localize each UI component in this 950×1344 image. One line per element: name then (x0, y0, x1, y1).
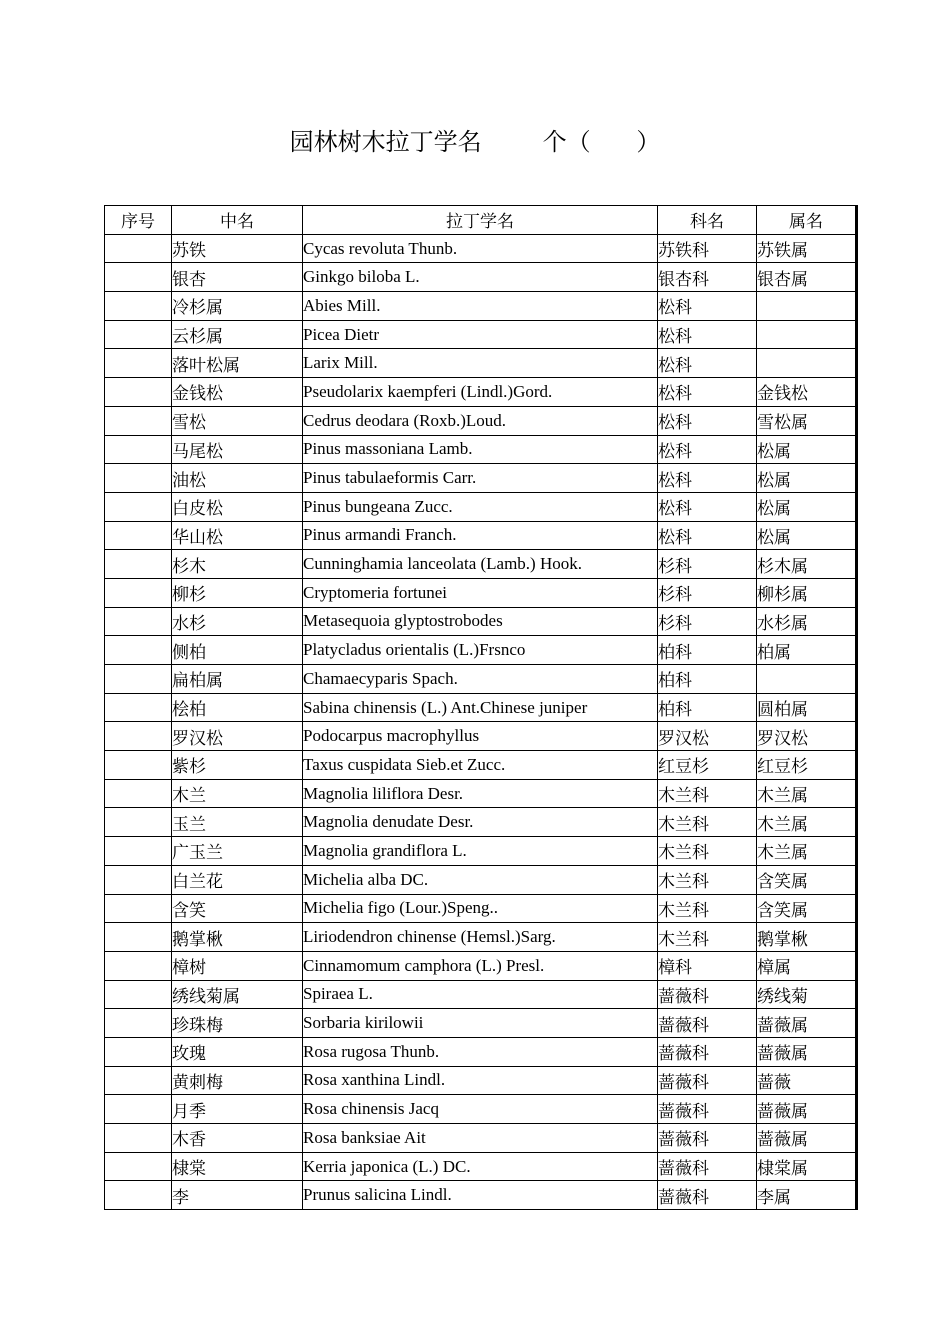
cell-genus: 红豆杉 (757, 751, 857, 780)
cell-genus: 水杉属 (757, 607, 857, 636)
cell-family: 银杏科 (658, 263, 757, 292)
cell-chinese-name: 华山松 (172, 521, 303, 550)
cell-number (105, 263, 172, 292)
cell-chinese-name: 绣线菊属 (172, 980, 303, 1009)
cell-genus: 柳杉属 (757, 578, 857, 607)
cell-family: 蔷薇科 (658, 1124, 757, 1153)
table-row (105, 1066, 857, 1095)
cell-number (105, 923, 172, 952)
table-row (105, 1095, 857, 1124)
cell-number (105, 808, 172, 837)
cell-genus: 蔷薇属 (757, 1009, 857, 1038)
cell-chinese-name: 云杉属 (172, 320, 303, 349)
cell-latin-name: Spiraea L. (303, 980, 658, 1009)
cell-family: 松科 (658, 435, 757, 464)
table-row (105, 923, 857, 952)
cell-latin-name: Chamaecyparis Spach. (303, 665, 658, 694)
cell-chinese-name: 广玉兰 (172, 837, 303, 866)
cell-family: 松科 (658, 521, 757, 550)
cell-number (105, 980, 172, 1009)
cell-genus: 柏属 (757, 636, 857, 665)
cell-number (105, 406, 172, 435)
cell-chinese-name: 金钱松 (172, 378, 303, 407)
cell-genus (757, 349, 857, 378)
table-row (105, 378, 857, 407)
cell-family: 蔷薇科 (658, 980, 757, 1009)
cell-genus: 松属 (757, 435, 857, 464)
cell-chinese-name: 马尾松 (172, 435, 303, 464)
cell-family: 柏科 (658, 636, 757, 665)
cell-chinese-name: 含笑 (172, 894, 303, 923)
cell-number (105, 378, 172, 407)
cell-chinese-name: 雪松 (172, 406, 303, 435)
table-row (105, 492, 857, 521)
cell-chinese-name: 落叶松属 (172, 349, 303, 378)
table-row (105, 779, 857, 808)
cell-number (105, 693, 172, 722)
cell-latin-name: Michelia alba DC. (303, 865, 658, 894)
cell-family: 蔷薇科 (658, 1181, 757, 1210)
cell-genus: 含笑属 (757, 894, 857, 923)
cell-chinese-name: 扁柏属 (172, 665, 303, 694)
header-chinese-name: 中名 (172, 206, 303, 235)
cell-family: 木兰科 (658, 808, 757, 837)
cell-family: 木兰科 (658, 837, 757, 866)
cell-chinese-name: 桧柏 (172, 693, 303, 722)
cell-number (105, 665, 172, 694)
cell-family: 苏铁科 (658, 234, 757, 263)
cell-chinese-name: 鹅掌楸 (172, 923, 303, 952)
cell-number (105, 349, 172, 378)
cell-latin-name: Sorbaria kirilowii (303, 1009, 658, 1038)
cell-number (105, 722, 172, 751)
cell-number (105, 636, 172, 665)
table-row (105, 607, 857, 636)
cell-genus: 绣线菊 (757, 980, 857, 1009)
cell-genus: 蔷薇属 (757, 1037, 857, 1066)
cell-latin-name: Kerria japonica (L.) DC. (303, 1152, 658, 1181)
cell-genus: 木兰属 (757, 779, 857, 808)
cell-family: 松科 (658, 292, 757, 321)
cell-chinese-name: 罗汉松 (172, 722, 303, 751)
cell-family: 松科 (658, 349, 757, 378)
cell-genus: 苏铁属 (757, 234, 857, 263)
cell-number (105, 435, 172, 464)
table-row (105, 292, 857, 321)
cell-family: 蔷薇科 (658, 1152, 757, 1181)
table-row (105, 349, 857, 378)
cell-genus: 含笑属 (757, 865, 857, 894)
table-row (105, 636, 857, 665)
cell-number (105, 751, 172, 780)
cell-family: 蔷薇科 (658, 1009, 757, 1038)
cell-chinese-name: 侧柏 (172, 636, 303, 665)
header-family: 科名 (658, 206, 757, 235)
table-row (105, 263, 857, 292)
cell-latin-name: Podocarpus macrophyllus (303, 722, 658, 751)
cell-number (105, 1124, 172, 1153)
cell-chinese-name: 樟树 (172, 951, 303, 980)
cell-latin-name: Cinnamomum camphora (L.) Presl. (303, 951, 658, 980)
cell-latin-name: Prunus salicina Lindl. (303, 1181, 658, 1210)
cell-latin-name: Rosa rugosa Thunb. (303, 1037, 658, 1066)
table-row (105, 751, 857, 780)
cell-family: 木兰科 (658, 865, 757, 894)
cell-latin-name: Magnolia grandiflora L. (303, 837, 658, 866)
cell-latin-name: Sabina chinensis (L.) Ant.Chinese juniper (303, 693, 658, 722)
cell-number (105, 320, 172, 349)
header-latin-name: 拉丁学名 (303, 206, 658, 235)
cell-genus (757, 320, 857, 349)
cell-family: 罗汉松 (658, 722, 757, 751)
cell-latin-name: Magnolia denudate Desr. (303, 808, 658, 837)
cell-chinese-name: 紫杉 (172, 751, 303, 780)
cell-latin-name: Metasequoia glyptostrobodes (303, 607, 658, 636)
cell-genus: 木兰属 (757, 808, 857, 837)
table-row (105, 808, 857, 837)
cell-genus: 棣棠属 (757, 1152, 857, 1181)
cell-genus: 罗汉松 (757, 722, 857, 751)
cell-number (105, 1066, 172, 1095)
cell-chinese-name: 柳杉 (172, 578, 303, 607)
cell-genus: 蔷薇属 (757, 1095, 857, 1124)
cell-number (105, 292, 172, 321)
table-row (105, 1037, 857, 1066)
cell-number (105, 492, 172, 521)
cell-chinese-name: 棣棠 (172, 1152, 303, 1181)
cell-number (105, 779, 172, 808)
table-row (105, 1124, 857, 1153)
cell-chinese-name: 玫瑰 (172, 1037, 303, 1066)
cell-genus: 杉木属 (757, 550, 857, 579)
cell-latin-name: Pinus bungeana Zucc. (303, 492, 658, 521)
cell-number (105, 1009, 172, 1038)
cell-number (105, 837, 172, 866)
cell-family: 柏科 (658, 693, 757, 722)
cell-family: 松科 (658, 406, 757, 435)
cell-number (105, 1095, 172, 1124)
cell-number (105, 894, 172, 923)
cell-family: 杉科 (658, 550, 757, 579)
cell-family: 松科 (658, 320, 757, 349)
table-body (105, 234, 857, 1209)
table-row (105, 722, 857, 751)
cell-chinese-name: 玉兰 (172, 808, 303, 837)
cell-chinese-name: 苏铁 (172, 234, 303, 263)
cell-genus: 蔷薇 (757, 1066, 857, 1095)
cell-latin-name: Platycladus orientalis (L.)Frsnco (303, 636, 658, 665)
cell-chinese-name: 李 (172, 1181, 303, 1210)
cell-genus (757, 665, 857, 694)
cell-family: 杉科 (658, 607, 757, 636)
cell-number (105, 464, 172, 493)
cell-genus: 蔷薇属 (757, 1124, 857, 1153)
cell-number (105, 550, 172, 579)
cell-chinese-name: 黄刺梅 (172, 1066, 303, 1095)
cell-chinese-name: 水杉 (172, 607, 303, 636)
cell-genus: 松属 (757, 521, 857, 550)
table-row (105, 693, 857, 722)
cell-latin-name: Cycas revoluta Thunb. (303, 234, 658, 263)
table-row (105, 406, 857, 435)
cell-number (105, 607, 172, 636)
cell-chinese-name: 白兰花 (172, 865, 303, 894)
cell-number (105, 578, 172, 607)
cell-family: 蔷薇科 (658, 1037, 757, 1066)
table-row (105, 1152, 857, 1181)
cell-family: 木兰科 (658, 779, 757, 808)
cell-genus: 鹅掌楸 (757, 923, 857, 952)
page-title: 园林树木拉丁学名 个（ ） (289, 128, 661, 156)
cell-family: 松科 (658, 378, 757, 407)
cell-chinese-name: 冷杉属 (172, 292, 303, 321)
cell-latin-name: Rosa banksiae Ait (303, 1124, 658, 1153)
cell-latin-name: Abies Mill. (303, 292, 658, 321)
cell-latin-name: Picea Dietr (303, 320, 658, 349)
cell-latin-name: Pinus tabulaeformis Carr. (303, 464, 658, 493)
table-header-row (105, 206, 857, 235)
cell-number (105, 951, 172, 980)
cell-genus: 雪松属 (757, 406, 857, 435)
cell-family: 蔷薇科 (658, 1066, 757, 1095)
cell-latin-name: Michelia figo (Lour.)Speng.. (303, 894, 658, 923)
cell-genus: 松属 (757, 464, 857, 493)
cell-latin-name: Pinus massoniana Lamb. (303, 435, 658, 464)
cell-family: 蔷薇科 (658, 1095, 757, 1124)
cell-latin-name: Taxus cuspidata Sieb.et Zucc. (303, 751, 658, 780)
table-row (105, 865, 857, 894)
cell-family: 樟科 (658, 951, 757, 980)
table-row (105, 435, 857, 464)
cell-number (105, 1181, 172, 1210)
cell-number (105, 1037, 172, 1066)
table-row (105, 464, 857, 493)
cell-family: 红豆杉 (658, 751, 757, 780)
cell-latin-name: Pseudolarix kaempferi (Lindl.)Gord. (303, 378, 658, 407)
cell-chinese-name: 木兰 (172, 779, 303, 808)
table-row (105, 980, 857, 1009)
cell-latin-name: Ginkgo biloba L. (303, 263, 658, 292)
cell-family: 松科 (658, 492, 757, 521)
cell-genus: 银杏属 (757, 263, 857, 292)
cell-number (105, 234, 172, 263)
cell-genus: 金钱松 (757, 378, 857, 407)
cell-number (105, 1152, 172, 1181)
table-row (105, 951, 857, 980)
cell-genus: 松属 (757, 492, 857, 521)
table-row (105, 320, 857, 349)
header-genus: 属名 (757, 206, 857, 235)
cell-latin-name: Cunninghamia lanceolata (Lamb.) Hook. (303, 550, 658, 579)
table-row (105, 550, 857, 579)
table-row (105, 894, 857, 923)
table-row (105, 578, 857, 607)
cell-chinese-name: 珍珠梅 (172, 1009, 303, 1038)
cell-genus: 圆柏属 (757, 693, 857, 722)
cell-family: 柏科 (658, 665, 757, 694)
cell-genus: 木兰属 (757, 837, 857, 866)
plant-names-table (104, 205, 858, 1210)
cell-family: 木兰科 (658, 923, 757, 952)
table-row (105, 1181, 857, 1210)
cell-chinese-name: 杉木 (172, 550, 303, 579)
cell-chinese-name: 白皮松 (172, 492, 303, 521)
cell-chinese-name: 银杏 (172, 263, 303, 292)
table-row (105, 234, 857, 263)
cell-number (105, 865, 172, 894)
cell-chinese-name: 月季 (172, 1095, 303, 1124)
cell-chinese-name: 木香 (172, 1124, 303, 1153)
cell-genus (757, 292, 857, 321)
cell-genus: 李属 (757, 1181, 857, 1210)
table-row (105, 837, 857, 866)
cell-number (105, 521, 172, 550)
cell-latin-name: Liriodendron chinense (Hemsl.)Sarg. (303, 923, 658, 952)
cell-family: 松科 (658, 464, 757, 493)
table-row (105, 521, 857, 550)
cell-latin-name: Pinus armandi Franch. (303, 521, 658, 550)
cell-chinese-name: 油松 (172, 464, 303, 493)
table-row (105, 665, 857, 694)
table-row (105, 1009, 857, 1038)
cell-family: 杉科 (658, 578, 757, 607)
cell-latin-name: Rosa xanthina Lindl. (303, 1066, 658, 1095)
cell-latin-name: Rosa chinensis Jacq (303, 1095, 658, 1124)
cell-latin-name: Larix Mill. (303, 349, 658, 378)
cell-latin-name: Cryptomeria fortunei (303, 578, 658, 607)
cell-latin-name: Cedrus deodara (Roxb.)Loud. (303, 406, 658, 435)
cell-genus: 樟属 (757, 951, 857, 980)
cell-latin-name: Magnolia liliflora Desr. (303, 779, 658, 808)
cell-family: 木兰科 (658, 894, 757, 923)
header-number: 序号 (105, 206, 172, 235)
